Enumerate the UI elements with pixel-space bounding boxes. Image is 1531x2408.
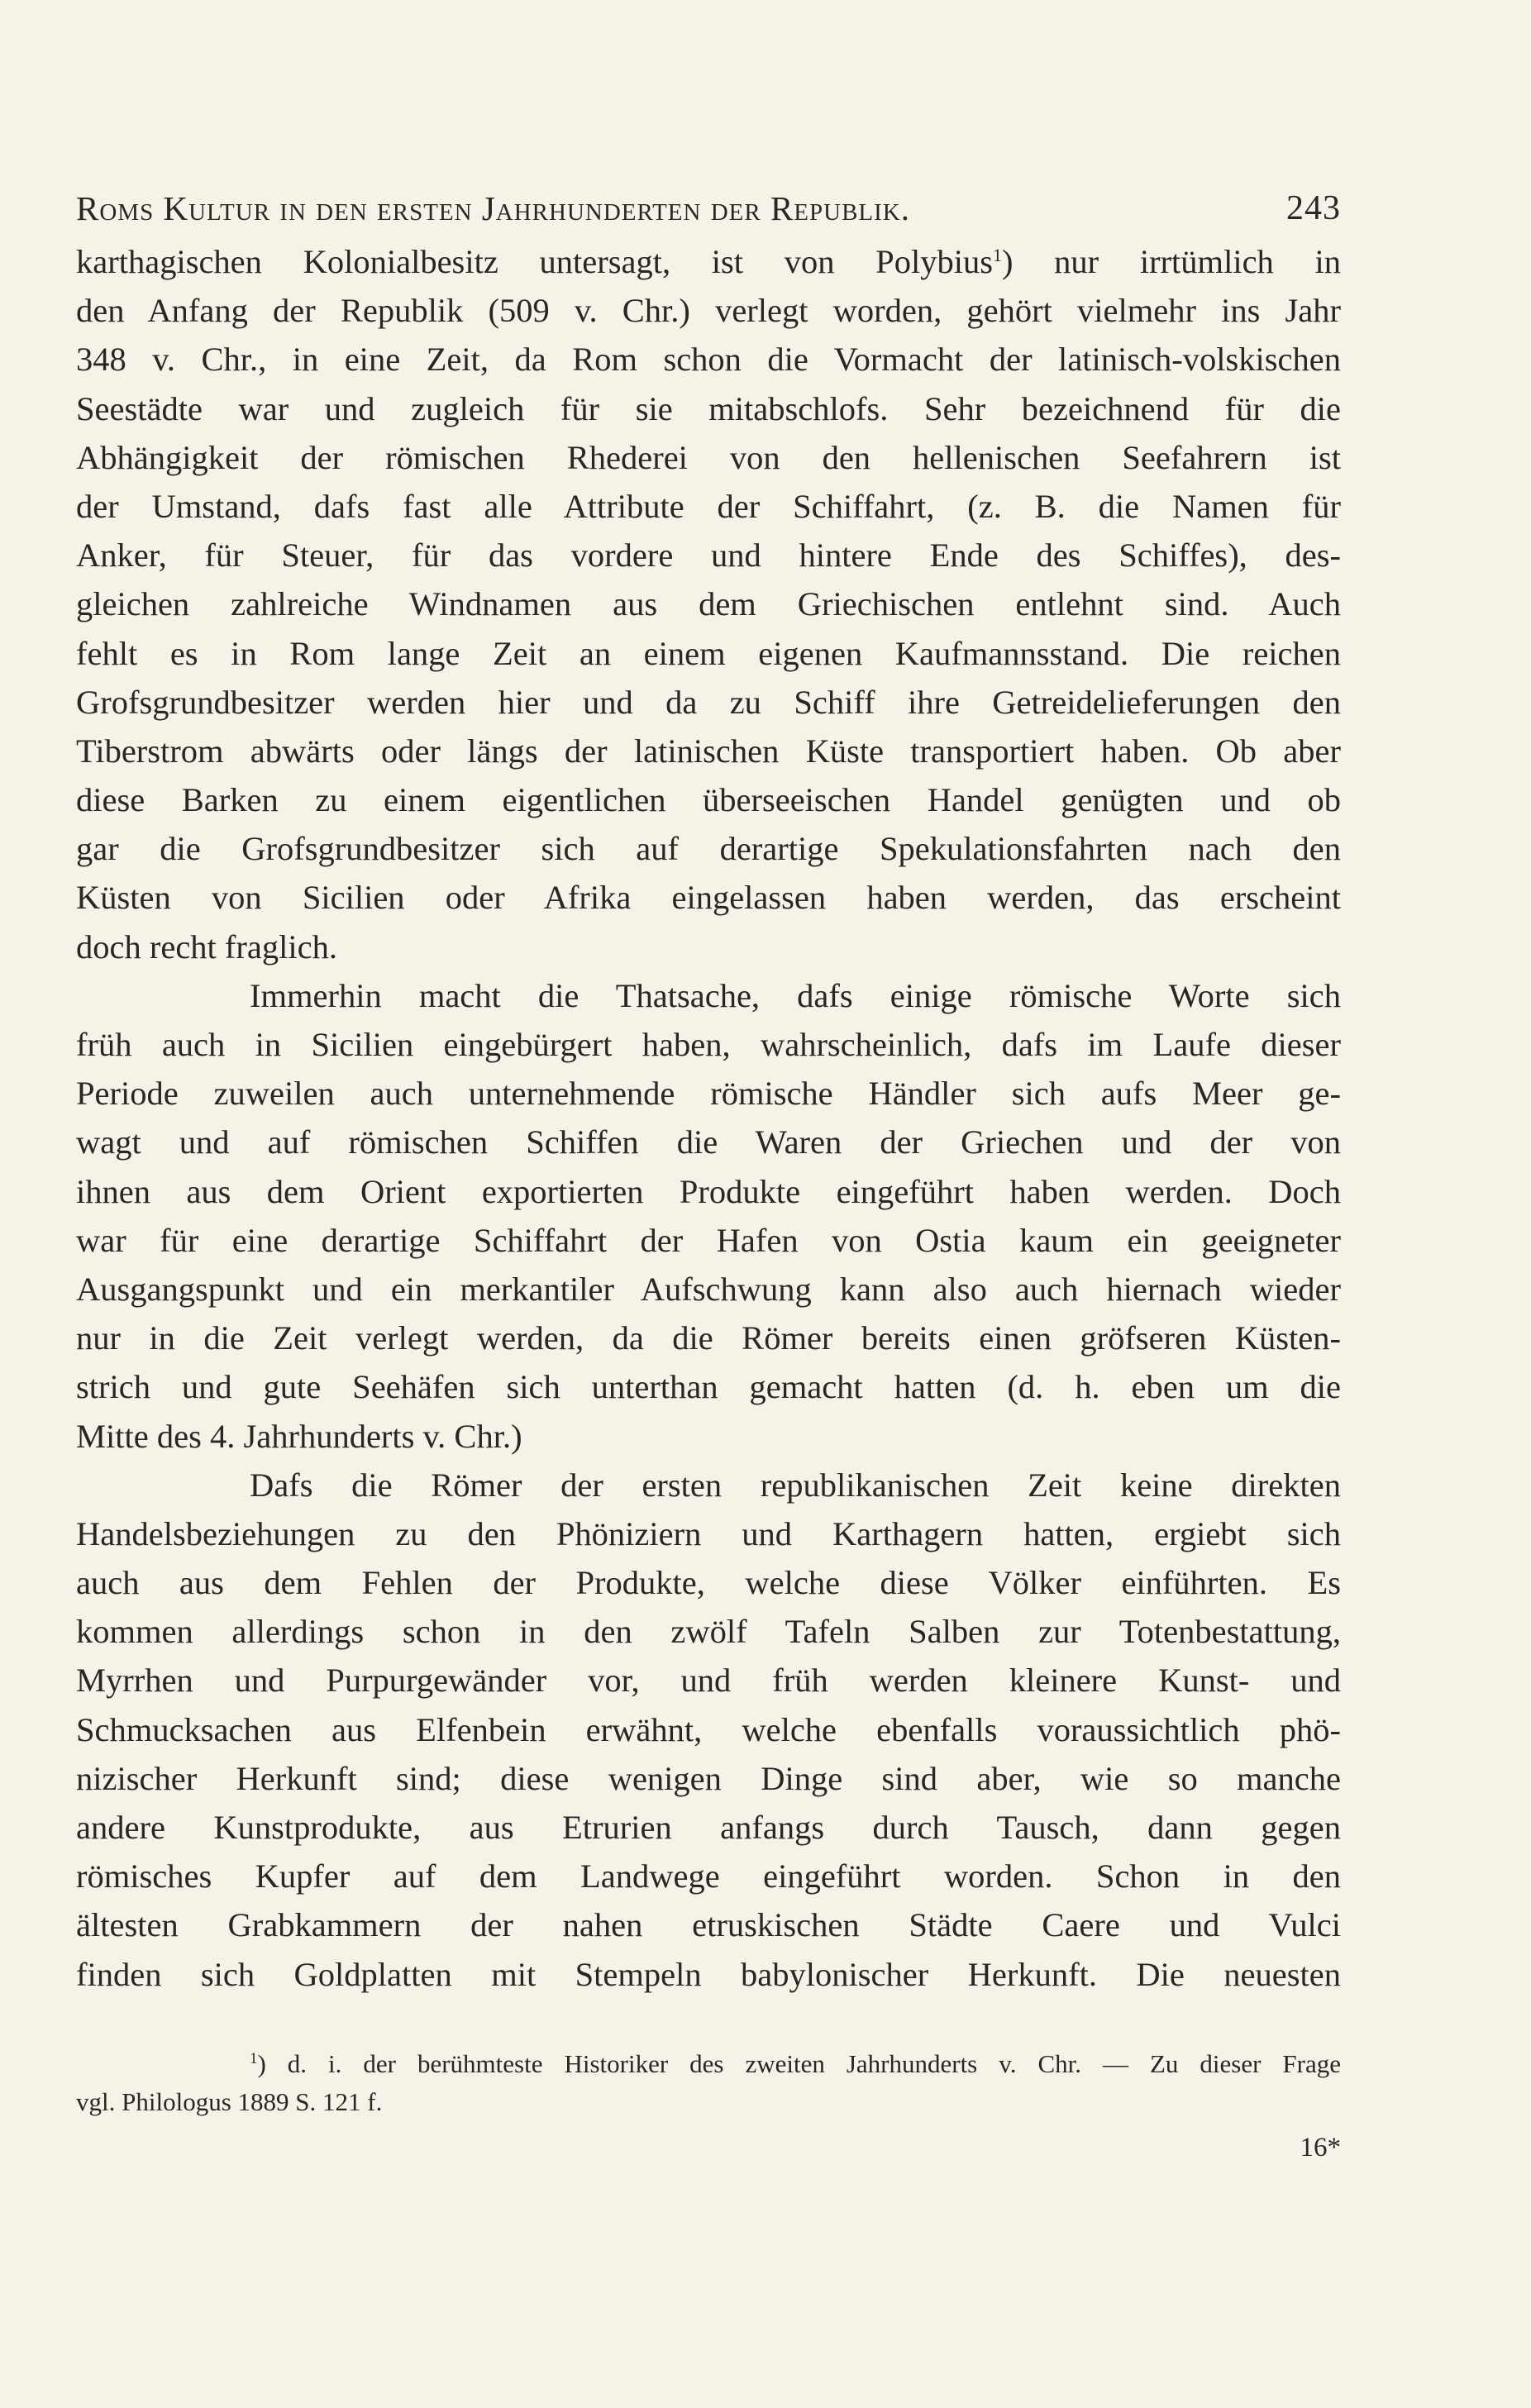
text-line: Dafs die Römer der ersten republikanischen Zeit keine direkten	[250, 1466, 1341, 1504]
text-line: nizischer Herkunft sind; diese wenigen Dinge sind aber, wie so manche	[76, 1759, 1341, 1797]
text-line: Immerhin macht die Thatsache, dafs einige römische Worte sich	[250, 976, 1341, 1014]
text-line: Mitte des 4. Jahrhunderts v. Chr.)	[76, 1417, 522, 1455]
text-line: finden sich Goldplatten mit Stempeln babylonischer Herkunft. Die neuesten	[76, 1955, 1341, 1993]
body-text	[76, 237, 1341, 1999]
text-line: diese Barken zu einem eigentlichen überseeischen Handel genügten und ob	[76, 781, 1341, 819]
text-line: Schmucksachen aus Elfenbein erwähnt, welche ebenfalls voraussichtlich phö-	[76, 1710, 1341, 1748]
text-line: römisches Kupfer auf dem Landwege eingeführt worden. Schon in den	[76, 1857, 1341, 1895]
text-line: auch aus dem Fehlen der Produkte, welche diese Völker einführten. Es	[76, 1564, 1341, 1602]
text-line: gleichen zahlreiche Windnamen aus dem Griechischen entlehnt sind. Auch	[76, 585, 1341, 623]
text-line: Myrrhen und Purpurgewänder vor, und früh werden kleinere Kunst- und	[76, 1662, 1341, 1700]
text-line: strich und gute Seehäfen sich unterthan gemacht hatten (d. h. eben um die	[76, 1368, 1341, 1406]
text-line: kommen allerdings schon in den zwölf Tafeln Salben zur Totenbestattung,	[76, 1613, 1341, 1651]
text-line: Anker, für Steuer, für das vordere und hintere Ende des Schiffes), des-	[76, 536, 1341, 575]
text-line: Seestädte war und zugleich für sie mitabschlofs. Sehr bezeichnend für die	[76, 389, 1341, 427]
text-line: Ausgangspunkt und ein merkantiler Aufschwung kann also auch hiernach wieder	[76, 1270, 1341, 1308]
text-line: Periode zuweilen auch unternehmende römische Händler sich aufs Meer ge-	[76, 1075, 1341, 1113]
footnote-number: 1	[250, 2050, 258, 2067]
text-line: war für eine derartige Schiffahrt der Hafen von Ostia kaum ein geeigneter	[76, 1221, 1341, 1259]
text-line: doch recht fraglich.	[76, 927, 337, 966]
text-line: fehlt es in Rom lange Zeit an einem eigenen Kaufmannsstand. Die reichen	[76, 634, 1341, 672]
text-line: Grofsgrundbesitzer werden hier und da zu Schiff ihre Getreidelieferungen den	[76, 683, 1341, 721]
signature-mark: 16*	[1300, 2133, 1341, 2162]
running-head-title: Roms Kultur in den ersten Jahrhunderten der Republik.	[76, 189, 910, 227]
text-line: Handelsbeziehungen zu den Phöniziern und Karthagern hatten, ergiebt sich	[76, 1514, 1341, 1552]
text-line: andere Kunstprodukte, aus Etrurien anfangs durch Tausch, dann gegen	[76, 1809, 1341, 1846]
text-line: Küsten von Sicilien oder Afrika eingelassen haben werden, das erscheint	[76, 879, 1341, 917]
text-line: früh auch in Sicilien eingebürgert haben, wahrscheinlich, dafs im Laufe dieser	[76, 1026, 1341, 1063]
book-page	[76, 0, 1341, 2408]
text-line: gar die Grofsgrundbesitzer sich auf derartige Spekulationsfahrten nach den	[76, 830, 1341, 868]
text-line: 348 v. Chr., in eine Zeit, da Rom schon die Vormacht der latinisch-volskischen	[76, 341, 1341, 379]
footnote-line: $^1$) d. i. der berühmteste Historiker des zweiten Jahrhunderts v. Chr. — Zu dieser Frage	[250, 2049, 1341, 2078]
text-line: den Anfang der Republik (509 v. Chr.) verlegt worden, gehört vielmehr ins Jahr	[76, 292, 1341, 330]
footnotes	[76, 2045, 1341, 2121]
footnote-marker: 1	[992, 245, 1002, 265]
text-line: Abhängigkeit der römischen Rhederei von den hellenischen Seefahrern ist	[76, 438, 1341, 476]
text-line: Tiberstrom abwärts oder längs der latinischen Küste transportiert haben. Ob aber	[76, 732, 1341, 770]
running-head	[76, 188, 1341, 235]
text-line: der Umstand, dafs fast alle Attribute der Schiffahrt, (z. B. die Namen für	[76, 487, 1341, 525]
footnote-line: vgl. Philologus 1889 S. 121 f.	[76, 2087, 383, 2116]
text-line: ältesten Grabkammern der nahen etruskischen Städte Caere und Vulci	[76, 1906, 1341, 1944]
text-line: nur in die Zeit verlegt werden, da die Römer bereits einen gröfseren Küsten-	[76, 1319, 1341, 1357]
text-line: ihnen aus dem Orient exportierten Produkte eingeführt haben werden. Doch	[76, 1172, 1341, 1210]
text-line: wagt und auf römischen Schiffen die Waren der Griechen und der von	[76, 1123, 1341, 1161]
page-number: 243	[1286, 189, 1341, 227]
text-line: karthagischen Kolonialbesitz untersagt, ist von Polybius$^1$) nur irrtümlich in	[76, 243, 1341, 280]
